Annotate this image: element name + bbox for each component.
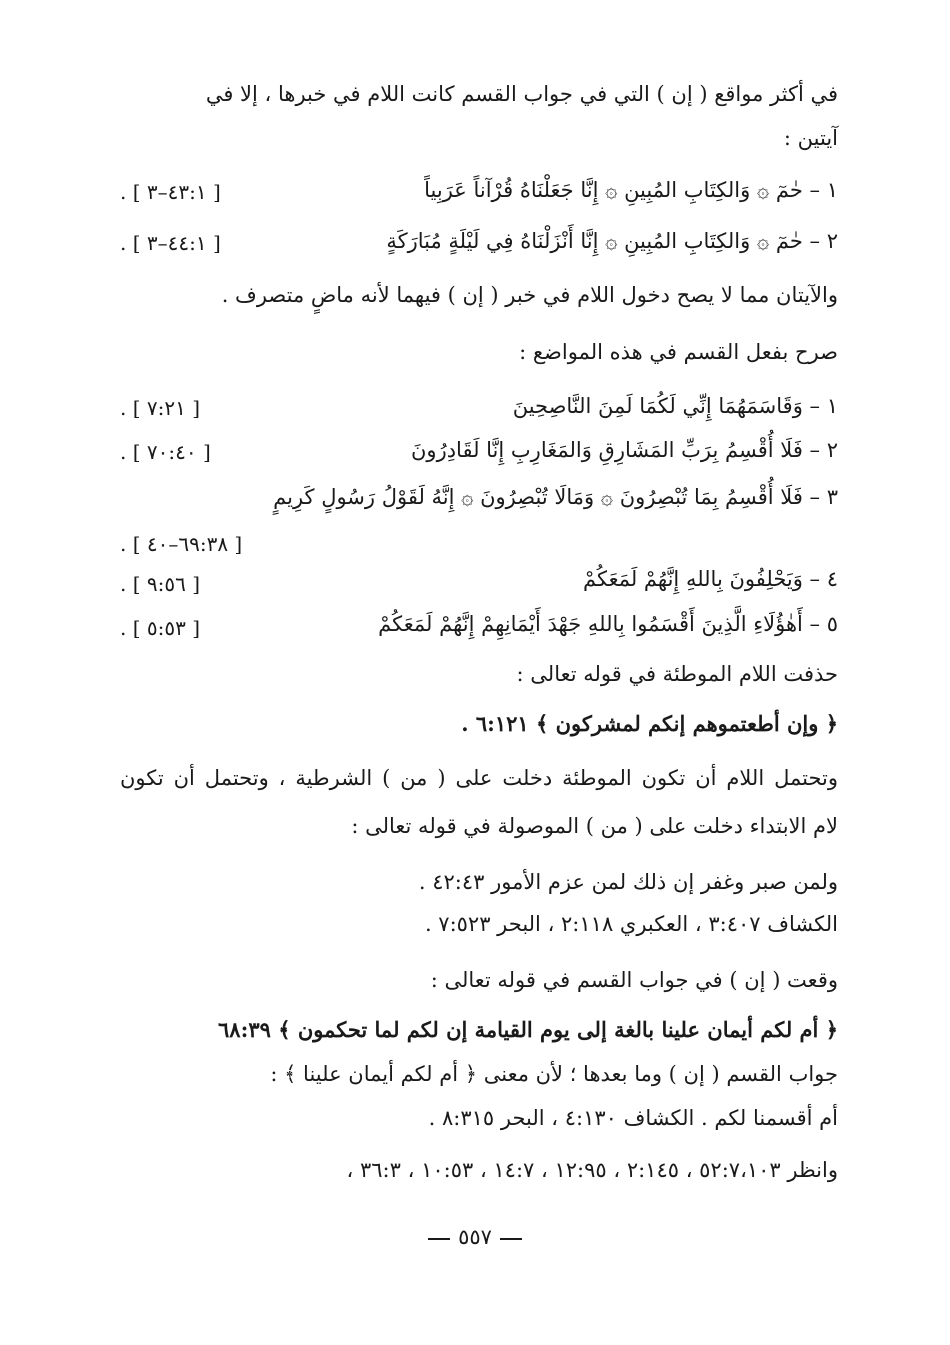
see-also-references: وانظر ٥٢:٧،١٠٣ ، ٢:١٤٥ ، ١٢:٩٥ ، ١٤:٧ ، ١٠:٥٣ ، ٣٦:٣ ، bbox=[346, 1158, 838, 1182]
paragraph-inna-oath: وقعت ( إن ) في جواب القسم في قوله تعالى : bbox=[430, 968, 838, 992]
verse-b1-ref: [ ٧:٢١ ] . bbox=[120, 396, 201, 420]
verse-a1-ref: [ ٤٣:١–٣ ] . bbox=[120, 180, 221, 204]
paragraph-possible-lam-line1: وتحتمل اللام أن تكون الموطئة دخلت على ( من ) الشرطية ، وتحتمل أن تكون bbox=[120, 766, 838, 790]
quote-verse-42-43: ولمن صبر وغفر إن ذلك لمن عزم الأمور ٤٢:٤٣ . bbox=[418, 870, 838, 894]
page-number-dash bbox=[428, 1238, 450, 1240]
paragraph-explicit-oath: صرح بفعل القسم في هذه المواضع : bbox=[519, 340, 838, 364]
verse-b2: ٢ – فَلَا أُقْسِمُ بِرَبِّ المَشَارِقِ وَالمَغَارِبِ إِنَّا لَقَادِرُونَ bbox=[411, 438, 838, 462]
citation-line-1: الكشاف ٣:٤٠٧ ، العكبري ٢:١١٨ ، البحر ٧:٥٢٣ . bbox=[424, 912, 838, 936]
verse-a2: ٢ – حٰمٓ ۞ وَالكِتَابِ المُبِينِ ۞ إِنَّا أَنْزَلْنَاهُ فِي لَيْلَةٍ مُبَارَكَةٍ bbox=[386, 229, 838, 253]
paragraph-intro-line2: آيتين : bbox=[783, 126, 838, 150]
citation-line-2: أم أقسمنا لكم . الكشاف ٤:١٣٠ ، البحر ٨:٣١٥ . bbox=[428, 1106, 838, 1130]
verse-a1: ١ – حٰمٓ ۞ وَالكِتَابِ المُبِينِ ۞ إِنَّا جَعَلْنَاهُ قُرْآناً عَرَبِياً bbox=[424, 178, 838, 202]
page-number bbox=[0, 1225, 950, 1249]
verse-b4: ٤ – وَيَحْلِفُونَ بِاللهِ إِنَّهُمْ لَمَعَكُمْ bbox=[583, 567, 838, 591]
verse-a2-ref: [ ٤٤:١–٣ ] . bbox=[120, 231, 221, 255]
verse-b5-ref: [ ٥:٥٣ ] . bbox=[120, 616, 201, 640]
verse-b3: ٣ – فَلَا أُقْسِمُ بِمَا تُبْصِرُونَ ۞ وَمَالَا تُبْصِرُونَ ۞ إِنَّهُ لَقَوْلُ رَسُولٍ كَرِيمٍ bbox=[273, 485, 838, 509]
paragraph-possible-lam-line2: لام الابتداء دخلت على ( من ) الموصولة في قوله تعالى : bbox=[351, 814, 838, 838]
quote-verse-6-121: ﴿ وإن أطعتموهم إنكم لمشركون ﴾ ٦:١٢١ . bbox=[461, 711, 838, 736]
paragraph-oath-answer: جواب القسم ( إن ) وما بعدها ؛ لأن معنى ﴿ أم لكم أيمان علينا ﴾ : bbox=[270, 1062, 838, 1086]
verse-b2-ref: [ ٧٠:٤٠ ] . bbox=[120, 440, 211, 464]
quote-verse-68-39: ﴿ أم لكم أيمان علينا بالغة إلى يوم القيامة إن لكم لما تحكمون ﴾ ٦٨:٣٩ bbox=[218, 1017, 838, 1042]
verse-b4-ref: [ ٩:٥٦ ] . bbox=[120, 572, 201, 596]
verse-b3-ref: [ ٦٩:٣٨–٤٠ ] . bbox=[120, 532, 243, 556]
paragraph-omitted-lam: حذفت اللام الموطئة في قوله تعالى : bbox=[516, 662, 838, 686]
verse-b5: ٥ – أَهٰؤُلَاءِ الَّذِينَ أَقْسَمُوا بِاللهِ جَهْدَ أَيْمَانِهِمْ إِنَّهُمْ لَمَعَكُمْ bbox=[378, 612, 838, 636]
verse-b1: ١ – وَقَاسَمَهُمَا إِنِّي لَكُمَا لَمِنَ النَّاصِحِينَ bbox=[512, 394, 838, 418]
paragraph-intro-line1: في أكثر مواقع ( إن ) التي في جواب القسم كانت اللام في خبرها ، إلا في bbox=[205, 82, 838, 106]
page-number-value: ٥٥٧ bbox=[458, 1225, 492, 1249]
paragraph-two-verses-note: والآيتان مما لا يصح دخول اللام في خبر ( إن ) فيهما لأنه ماضٍ متصرف . bbox=[221, 283, 838, 307]
page-number-dash bbox=[500, 1238, 522, 1240]
